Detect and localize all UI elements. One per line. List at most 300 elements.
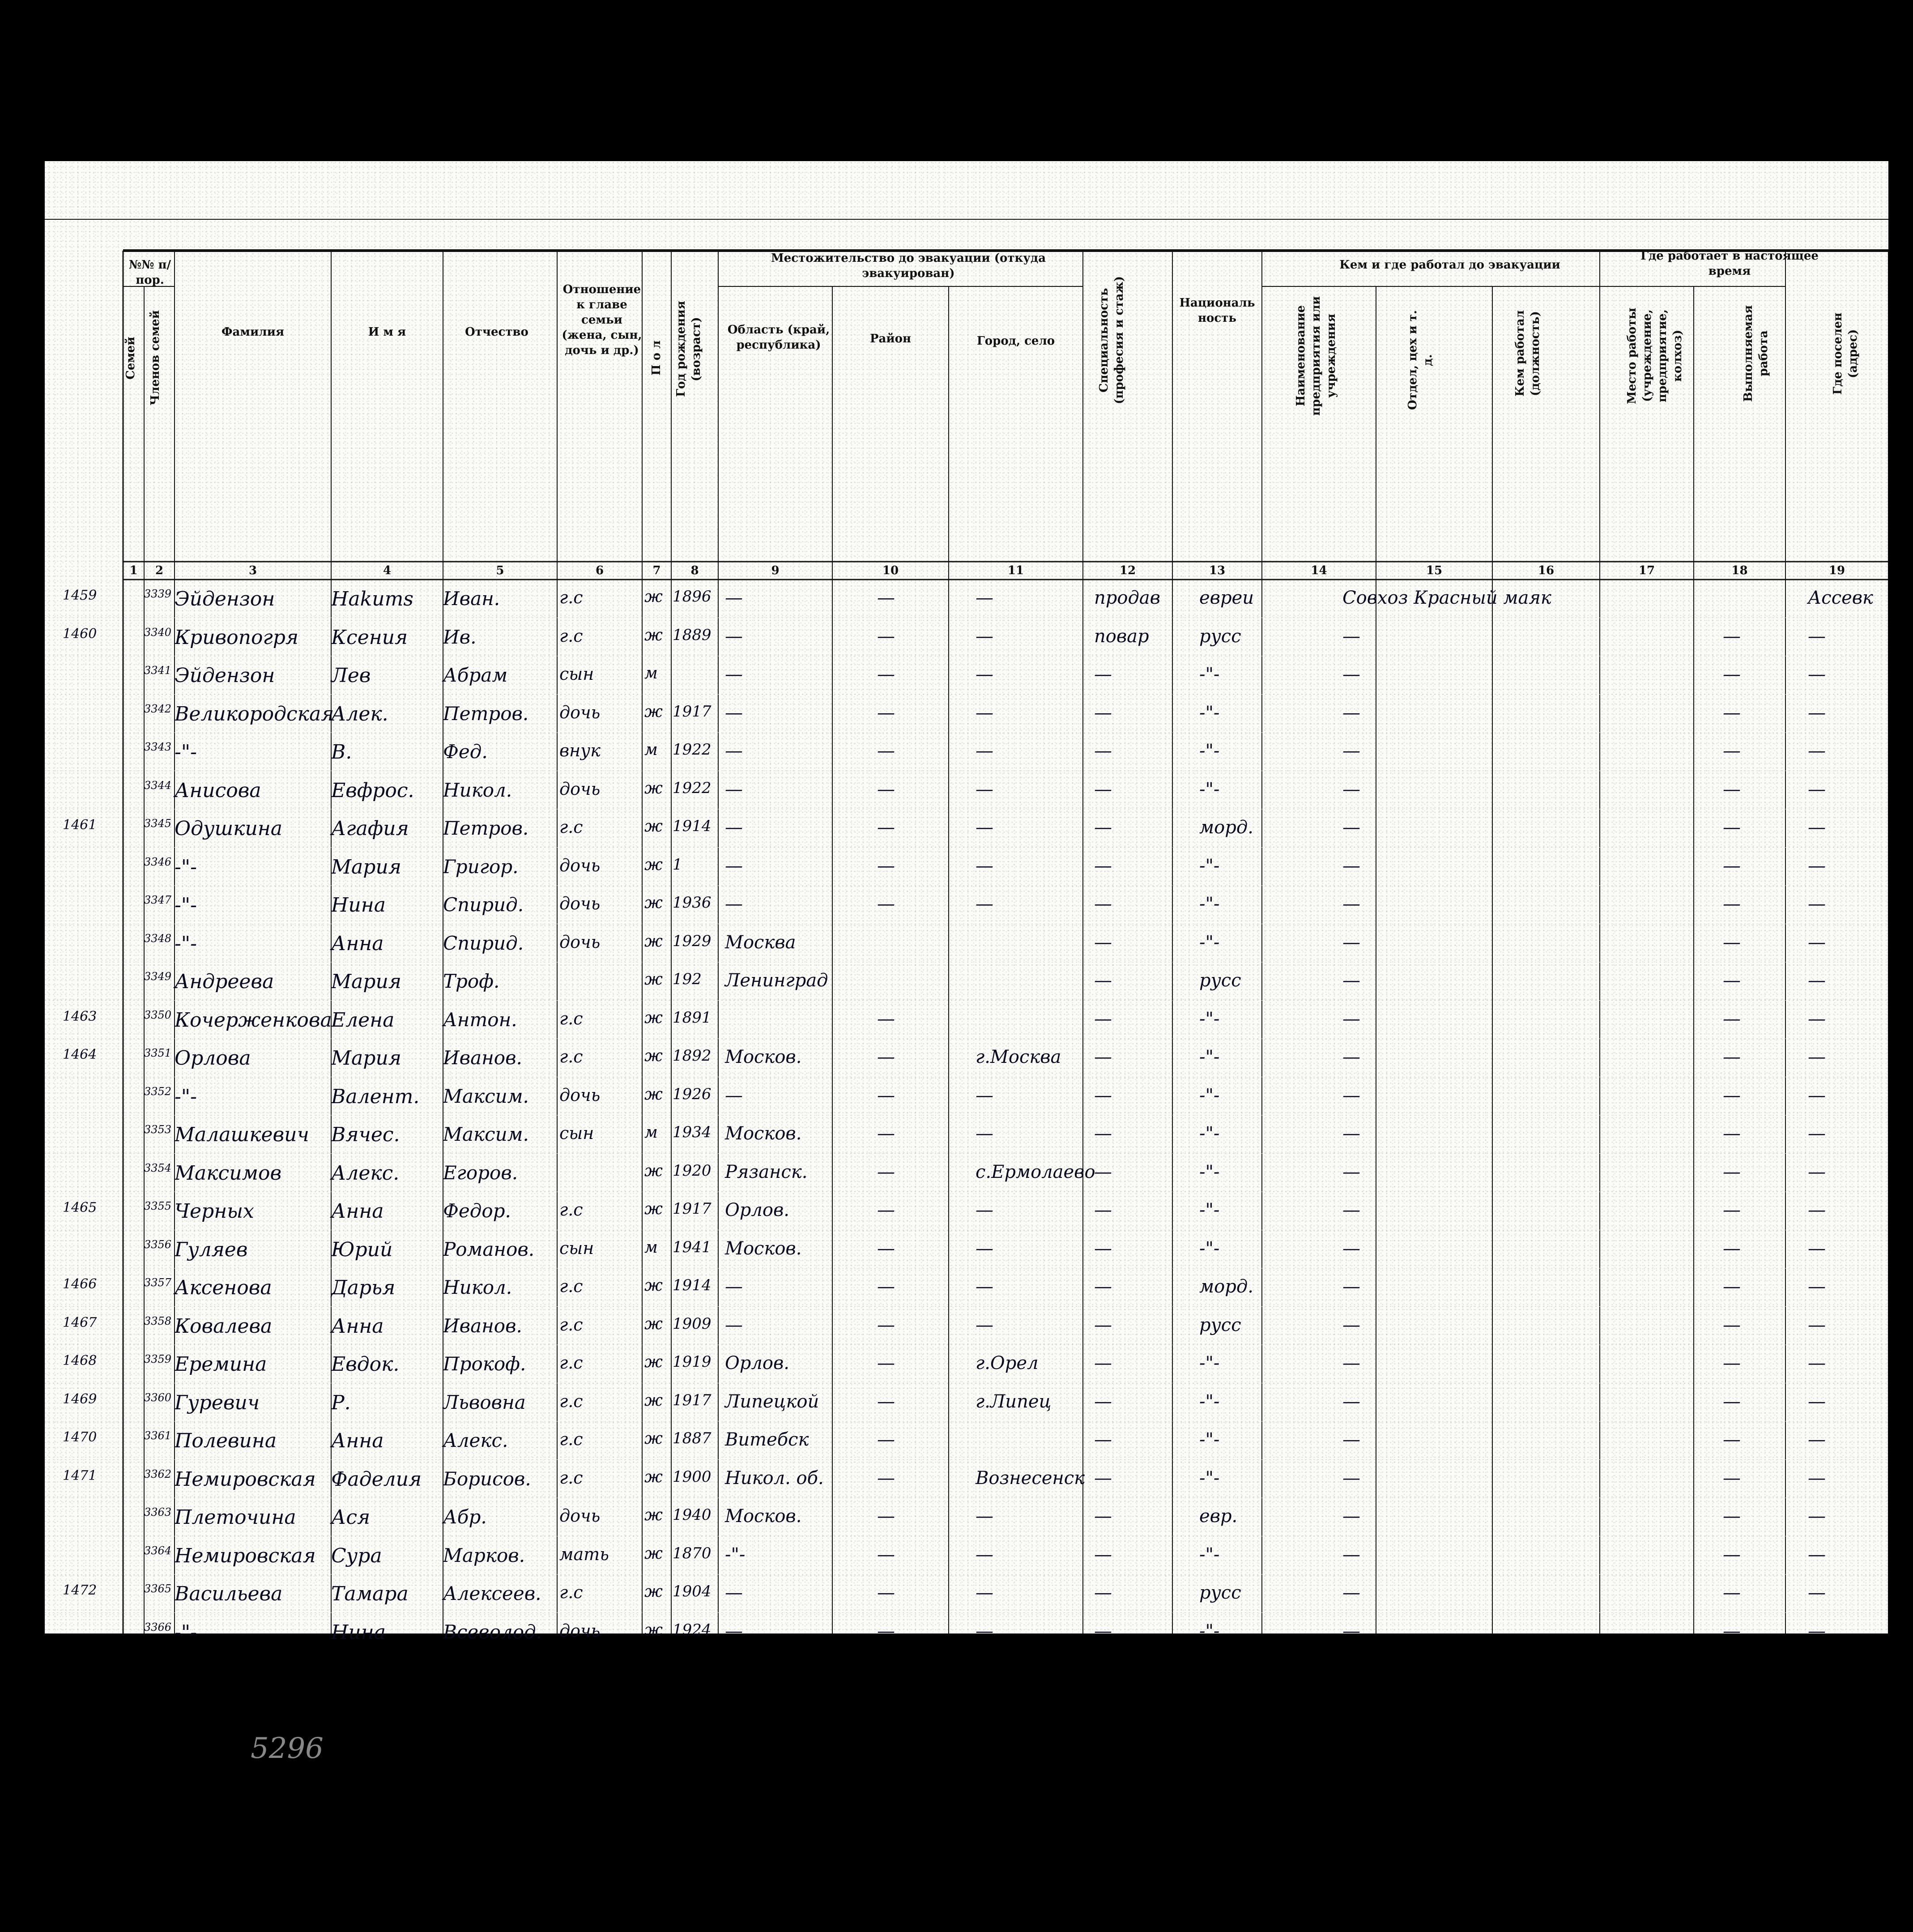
work-before-cell: — <box>1342 1621 1360 1642</box>
surname-cell: Еремина <box>175 1353 267 1376</box>
nationality-cell: -"- <box>1199 932 1220 953</box>
relation-cell: мать <box>559 1544 609 1564</box>
patronymic-cell: Алекс. <box>443 1429 508 1451</box>
settled-cell: — <box>1808 932 1826 953</box>
work-before-cell: — <box>1342 1161 1360 1182</box>
patronymic-cell: Никол. <box>443 1276 512 1298</box>
work-now-cell: — <box>1723 1276 1741 1297</box>
settled-cell: — <box>1808 1047 1826 1067</box>
district-cell: — <box>877 1314 895 1335</box>
header-patronymic: Отчество <box>465 325 528 339</box>
family-number: 1472 <box>63 1582 97 1598</box>
nationality-cell: -"- <box>1199 855 1220 876</box>
patronymic-cell: Иван. <box>443 588 500 610</box>
nationality-cell: -"- <box>1199 779 1220 800</box>
family-number: 1461 <box>63 817 97 833</box>
work-before-cell: — <box>1342 1047 1360 1067</box>
settled-cell: — <box>1808 1353 1826 1373</box>
member-number: 3346 <box>144 855 172 868</box>
district-cell: — <box>877 664 895 685</box>
patronymic-cell: Никол. <box>443 779 512 801</box>
column-number: 7 <box>652 564 661 577</box>
surname-cell: Плеточина <box>175 1506 296 1529</box>
name-cell: В. <box>331 741 352 763</box>
family-number: 1468 <box>63 1353 97 1369</box>
district-cell: — <box>877 1353 895 1373</box>
birth-year-cell: 1934 <box>673 1123 712 1141</box>
surname-cell: Немировская <box>175 1544 316 1567</box>
birth-year-cell: 1917 <box>673 1200 712 1218</box>
birth-year-cell: 1914 <box>673 1276 712 1294</box>
birth-year-cell: 1909 <box>673 1314 712 1333</box>
birth-year-cell: 192 <box>673 970 702 988</box>
relation-cell: г.с <box>559 588 583 607</box>
work-before-cell: Совхоз Красный маяк <box>1342 588 1551 608</box>
settled-cell: — <box>1808 1238 1826 1259</box>
work-now-cell: — <box>1723 1621 1741 1642</box>
column-number: 13 <box>1209 564 1226 577</box>
surname-cell: Эйдензон <box>175 588 275 610</box>
work-before-cell: — <box>1342 1123 1360 1144</box>
member-number: 3364 <box>144 1544 172 1557</box>
work-now-cell: — <box>1723 1429 1741 1450</box>
member-number: 3353 <box>144 1123 172 1136</box>
patronymic-cell: Максим. <box>443 1085 529 1107</box>
settled-cell: — <box>1808 1276 1826 1297</box>
settled-cell: — <box>1808 1467 1826 1488</box>
specialty-cell: — <box>1094 1506 1112 1527</box>
member-number: 3344 <box>144 779 172 792</box>
nationality-cell: -"- <box>1199 1544 1220 1565</box>
settled-cell: — <box>1808 1008 1826 1029</box>
relation-cell: дочь <box>559 855 601 875</box>
name-cell: Лев <box>331 664 371 687</box>
settled-cell: — <box>1808 664 1826 685</box>
settled-cell: — <box>1808 1085 1826 1106</box>
region-cell: Москва <box>725 932 796 953</box>
settled-cell: — <box>1808 1582 1826 1603</box>
column-number: 9 <box>771 564 780 577</box>
sex-cell: ж <box>644 1429 663 1448</box>
surname-cell: Андреева <box>175 970 274 993</box>
patronymic-cell: Прокоф. <box>443 1353 526 1375</box>
column-number: 17 <box>1638 564 1655 577</box>
name-cell: Евфрос. <box>331 779 414 802</box>
sex-cell: м <box>644 1238 658 1257</box>
city-cell: г.Липец <box>976 1391 1052 1412</box>
specialty-cell: — <box>1094 1621 1112 1642</box>
work-before-cell: — <box>1342 894 1360 914</box>
work-now-cell: — <box>1723 1506 1741 1527</box>
sex-cell: ж <box>644 1544 663 1563</box>
header-residence-group: Местожительство до эвакуации (откуда эвакуирован) <box>771 252 1046 280</box>
work-now-cell: — <box>1723 1582 1741 1603</box>
region-cell: — <box>725 702 743 723</box>
sex-cell: ж <box>644 1161 663 1180</box>
surname-cell: Великородская <box>175 702 334 725</box>
patronymic-cell: Максим. <box>443 1123 529 1145</box>
patronymic-cell: Григор. <box>443 855 519 878</box>
member-number: 3343 <box>144 741 172 753</box>
settled-cell: — <box>1808 702 1826 723</box>
column-number: 10 <box>882 564 899 577</box>
patronymic-cell: Петров. <box>443 702 529 725</box>
column-number: 8 <box>690 564 699 577</box>
district-cell: — <box>877 1506 895 1527</box>
work-before-cell: — <box>1342 779 1360 800</box>
nationality-cell: русс <box>1199 1314 1241 1335</box>
birth-year-cell: 1914 <box>673 817 712 835</box>
name-cell: Нина <box>331 1621 386 1644</box>
district-cell: — <box>877 1200 895 1220</box>
family-number: 1460 <box>63 626 97 642</box>
surname-cell: -"- <box>175 855 197 879</box>
column-number: 19 <box>1828 564 1845 577</box>
city-cell: — <box>976 1123 993 1144</box>
patronymic-cell: Спирид. <box>443 932 524 954</box>
surname-cell: Полевина <box>175 1429 277 1452</box>
city-cell: — <box>976 817 993 838</box>
work-now-cell: — <box>1723 1047 1741 1067</box>
specialty-cell: продав <box>1094 588 1160 608</box>
work-now-cell: — <box>1723 1008 1741 1029</box>
sex-cell: ж <box>644 894 663 912</box>
name-cell: Р. <box>331 1391 351 1414</box>
surname-cell: -"- <box>175 741 197 763</box>
work-now-cell: — <box>1723 1391 1741 1412</box>
column-number: 16 <box>1538 564 1555 577</box>
header-relation: Отношение к главе семьи (жена, сын, дочь и др.) <box>562 283 642 357</box>
patronymic-cell: Антон. <box>443 1008 517 1031</box>
header-position: Кем работал (должность) <box>1513 310 1542 397</box>
work-now-cell: — <box>1723 1544 1741 1565</box>
relation-cell: сын <box>559 1123 594 1143</box>
nationality-cell: морд. <box>1199 817 1253 838</box>
patronymic-cell: Абр. <box>443 1506 487 1528</box>
work-now-cell: — <box>1723 1353 1741 1373</box>
specialty-cell: — <box>1094 1161 1112 1182</box>
sex-cell: ж <box>644 1467 663 1486</box>
member-number: 3363 <box>144 1506 172 1518</box>
header-job: Выполняемая работа <box>1742 305 1770 402</box>
specialty-cell: — <box>1094 1353 1112 1373</box>
sex-cell: ж <box>644 817 663 836</box>
birth-year-cell: 1919 <box>673 1353 712 1371</box>
district-cell: — <box>877 1276 895 1297</box>
sex-cell: ж <box>644 779 663 798</box>
header-workplace: Место работы (учреждение, предприятие, колхоз) <box>1625 307 1684 404</box>
patronymic-cell: Всеволод. <box>443 1621 542 1643</box>
work-now-cell: — <box>1723 626 1741 647</box>
city-cell: — <box>976 894 993 914</box>
region-cell: — <box>725 817 743 838</box>
family-number: 1469 <box>63 1391 97 1407</box>
work-now-cell: — <box>1723 855 1741 876</box>
relation-cell: г.с <box>559 626 583 646</box>
patronymic-cell: Иванов. <box>443 1314 522 1337</box>
settled-cell: — <box>1808 1314 1826 1335</box>
district-cell: — <box>877 1621 895 1642</box>
work-before-cell: — <box>1342 626 1360 647</box>
city-cell: — <box>976 1544 993 1565</box>
specialty-cell: — <box>1094 932 1112 953</box>
patronymic-cell: Марков. <box>443 1544 525 1566</box>
settled-cell: — <box>1808 1506 1826 1527</box>
header-enterprise: Наименование предприятия или учреждения <box>1294 296 1338 416</box>
member-number: 3351 <box>144 1047 172 1059</box>
region-cell: Рязанск. <box>725 1161 808 1182</box>
work-now-cell: — <box>1723 1085 1741 1106</box>
patronymic-cell: Романов. <box>443 1238 535 1260</box>
surname-cell: Гуревич <box>175 1391 260 1414</box>
settled-cell: — <box>1808 1544 1826 1565</box>
patronymic-cell: Фед. <box>443 741 488 763</box>
city-cell: — <box>976 741 993 761</box>
patronymic-cell: Иванов. <box>443 1047 522 1069</box>
nationality-cell: -"- <box>1199 1238 1220 1259</box>
surname-cell: Немировская <box>175 1467 316 1491</box>
surname-cell: Кочерженкова <box>175 1008 332 1032</box>
work-now-cell: — <box>1723 702 1741 723</box>
work-before-cell: — <box>1342 970 1360 991</box>
name-cell: Анна <box>331 1314 384 1338</box>
relation-cell: г.с <box>559 1429 583 1449</box>
work-now-cell: — <box>1723 741 1741 761</box>
specialty-cell: — <box>1094 817 1112 838</box>
district-cell: — <box>877 1238 895 1259</box>
name-cell: Мария <box>331 855 401 879</box>
settled-cell: — <box>1808 626 1826 647</box>
city-cell: — <box>976 855 993 876</box>
sex-cell: ж <box>644 1314 663 1333</box>
patronymic-cell: Федор. <box>443 1200 511 1222</box>
birth-year-cell: 1 <box>673 855 682 874</box>
patronymic-cell: Ив. <box>443 626 477 648</box>
member-number: 3347 <box>144 894 172 906</box>
settled-cell: — <box>1808 817 1826 838</box>
sex-cell: ж <box>644 855 663 874</box>
specialty-cell: — <box>1094 1085 1112 1106</box>
work-now-cell: — <box>1723 817 1741 838</box>
city-cell: — <box>976 1200 993 1220</box>
city-cell: г.Орел <box>976 1353 1039 1373</box>
nationality-cell: русс <box>1199 626 1241 647</box>
member-number: 3355 <box>144 1200 172 1212</box>
member-number: 3348 <box>144 932 172 945</box>
header-families: Семей <box>124 337 137 380</box>
district-cell: — <box>877 779 895 800</box>
surname-cell: Васильева <box>175 1582 283 1605</box>
relation-cell: внук <box>559 741 601 760</box>
work-before-cell: — <box>1342 932 1360 953</box>
work-now-cell: — <box>1723 894 1741 914</box>
district-cell: — <box>877 894 895 914</box>
name-cell: Ася <box>331 1506 371 1529</box>
name-cell: Вячес. <box>331 1123 400 1146</box>
surname-cell: Анисова <box>175 779 261 802</box>
member-number: 3357 <box>144 1276 172 1289</box>
birth-year-cell: 1904 <box>673 1582 712 1600</box>
work-before-cell: — <box>1342 1314 1360 1335</box>
region-cell: -"- <box>725 1544 746 1565</box>
header-specialty: Специальность (професия и стаж) <box>1097 276 1126 404</box>
work-now-cell: — <box>1723 779 1741 800</box>
member-number: 3360 <box>144 1391 172 1404</box>
specialty-cell: — <box>1094 855 1112 876</box>
relation-cell: г.с <box>559 1353 583 1373</box>
patronymic-cell: Егоров. <box>443 1161 518 1184</box>
nationality-cell: -"- <box>1199 1200 1220 1220</box>
name-cell: Ксения <box>331 626 408 649</box>
region-cell: — <box>725 779 743 800</box>
relation-cell: сын <box>559 664 594 684</box>
specialty-cell: — <box>1094 1314 1112 1335</box>
region-cell: Липецкой <box>725 1391 819 1412</box>
settled-cell: — <box>1808 1621 1826 1642</box>
header-department: Отдел, цех и т. д. <box>1406 310 1435 410</box>
region-cell: — <box>725 1276 743 1297</box>
column-number: 15 <box>1426 564 1443 577</box>
relation-cell: г.с <box>559 1391 583 1411</box>
city-cell: — <box>976 1085 993 1106</box>
work-before-cell: — <box>1342 1467 1360 1488</box>
district-cell: — <box>877 1008 895 1029</box>
sex-cell: ж <box>644 932 663 951</box>
header-work-now-group: Где работает в настоящее время <box>1640 249 1819 278</box>
nationality-cell: -"- <box>1199 1008 1220 1029</box>
city-cell: — <box>976 1276 993 1297</box>
header-name: И м я <box>368 325 406 339</box>
birth-year-cell: 1936 <box>673 894 712 912</box>
settled-cell: — <box>1808 894 1826 914</box>
birth-year-cell: 1917 <box>673 1391 712 1409</box>
name-cell: Алек. <box>331 702 388 725</box>
sex-cell: ж <box>644 1008 663 1027</box>
ledger-sheet <box>45 161 1888 1765</box>
header-birth-year: Год рождения (возраст) <box>674 301 703 397</box>
nationality-cell: морд. <box>1199 1276 1253 1297</box>
settled-cell: — <box>1808 1429 1826 1450</box>
sex-cell: м <box>644 741 658 759</box>
relation-cell: дочь <box>559 932 601 952</box>
region-cell: Москов. <box>725 1047 802 1067</box>
name-cell: Мария <box>331 1047 401 1070</box>
member-number: 3349 <box>144 970 172 983</box>
relation-cell: дочь <box>559 1506 601 1526</box>
region-cell: — <box>725 1085 743 1106</box>
city-cell: — <box>976 1621 993 1642</box>
column-number: 5 <box>496 564 504 577</box>
name-cell: Сура <box>331 1544 382 1567</box>
nationality-cell: -"- <box>1199 1467 1220 1488</box>
specialty-cell: — <box>1094 1047 1112 1067</box>
surname-cell: Гуляев <box>175 1238 248 1261</box>
member-number: 3341 <box>144 664 172 677</box>
region-cell: — <box>725 894 743 914</box>
family-number: 1467 <box>63 1314 97 1331</box>
nationality-cell: -"- <box>1199 1353 1220 1373</box>
surname-cell: -"- <box>175 932 197 955</box>
sex-cell: ж <box>644 1276 663 1295</box>
nationality-cell: русс <box>1199 1582 1241 1603</box>
name-cell: Евдок. <box>331 1353 400 1376</box>
member-number: 3361 <box>144 1429 172 1442</box>
patronymic-cell: Спирид. <box>443 894 524 916</box>
column-number: 18 <box>1731 564 1748 577</box>
work-before-cell: — <box>1342 1200 1360 1220</box>
column-number: 6 <box>595 564 604 577</box>
member-number: 3354 <box>144 1161 172 1174</box>
region-cell: — <box>725 1314 743 1335</box>
work-before-cell: — <box>1342 1276 1360 1297</box>
specialty-cell: — <box>1094 1429 1112 1450</box>
name-cell: Дарья <box>331 1276 396 1299</box>
birth-year-cell: 1929 <box>673 932 712 950</box>
header-surname: Фамилия <box>221 325 285 339</box>
city-cell: — <box>976 1582 993 1603</box>
work-before-cell: — <box>1342 664 1360 685</box>
region-cell: Витебск <box>725 1429 809 1450</box>
birth-year-cell: 1940 <box>673 1506 712 1524</box>
district-cell: — <box>877 1582 895 1603</box>
name-cell: Валент. <box>331 1085 420 1108</box>
name-cell: Алекс. <box>331 1161 400 1185</box>
work-before-cell: — <box>1342 1238 1360 1259</box>
birth-year-cell: 1900 <box>673 1467 712 1486</box>
region-cell: Москов. <box>725 1123 802 1144</box>
nationality-cell: -"- <box>1199 1391 1220 1412</box>
birth-year-cell: 1896 <box>673 588 712 606</box>
sex-cell: ж <box>644 970 663 989</box>
work-now-cell: — <box>1723 1314 1741 1335</box>
member-number: 3356 <box>144 1238 172 1251</box>
member-number: 3345 <box>144 817 172 830</box>
archive-number-annotation: 5296 <box>251 1732 324 1765</box>
patronymic-cell: Петров. <box>443 817 529 839</box>
surname-cell: -"- <box>175 894 197 917</box>
work-before-cell: — <box>1342 1391 1360 1412</box>
relation-cell: г.с <box>559 1276 583 1296</box>
work-before-cell: — <box>1342 1008 1360 1029</box>
region-cell: Ленинград <box>725 970 828 991</box>
settled-cell: — <box>1808 1123 1826 1144</box>
specialty-cell: — <box>1094 1276 1112 1297</box>
relation-cell: г.с <box>559 1047 583 1066</box>
specialty-cell: — <box>1094 1582 1112 1603</box>
member-number: 3339 <box>144 588 172 600</box>
relation-cell: дочь <box>559 1085 601 1105</box>
nationality-cell: русс <box>1199 970 1241 991</box>
work-now-cell: — <box>1723 932 1741 953</box>
family-number: 1466 <box>63 1276 97 1292</box>
district-cell: — <box>877 626 895 647</box>
work-before-cell: — <box>1342 1582 1360 1603</box>
header-settled: Где поселен (адрес) <box>1831 312 1860 395</box>
settled-cell: — <box>1808 1391 1826 1412</box>
settled-cell: — <box>1808 741 1826 761</box>
specialty-cell: — <box>1094 702 1112 723</box>
region-cell: — <box>725 741 743 761</box>
region-cell: — <box>725 588 743 608</box>
work-before-cell: — <box>1342 1085 1360 1106</box>
birth-year-cell: 1920 <box>673 1161 712 1180</box>
surname-cell: Одушкина <box>175 817 282 840</box>
region-cell: Москов. <box>725 1238 802 1259</box>
name-cell: Мария <box>331 970 401 993</box>
relation-cell: г.с <box>559 1200 583 1220</box>
birth-year-cell: 1922 <box>673 741 712 759</box>
city-cell: г.Москва <box>976 1047 1061 1067</box>
